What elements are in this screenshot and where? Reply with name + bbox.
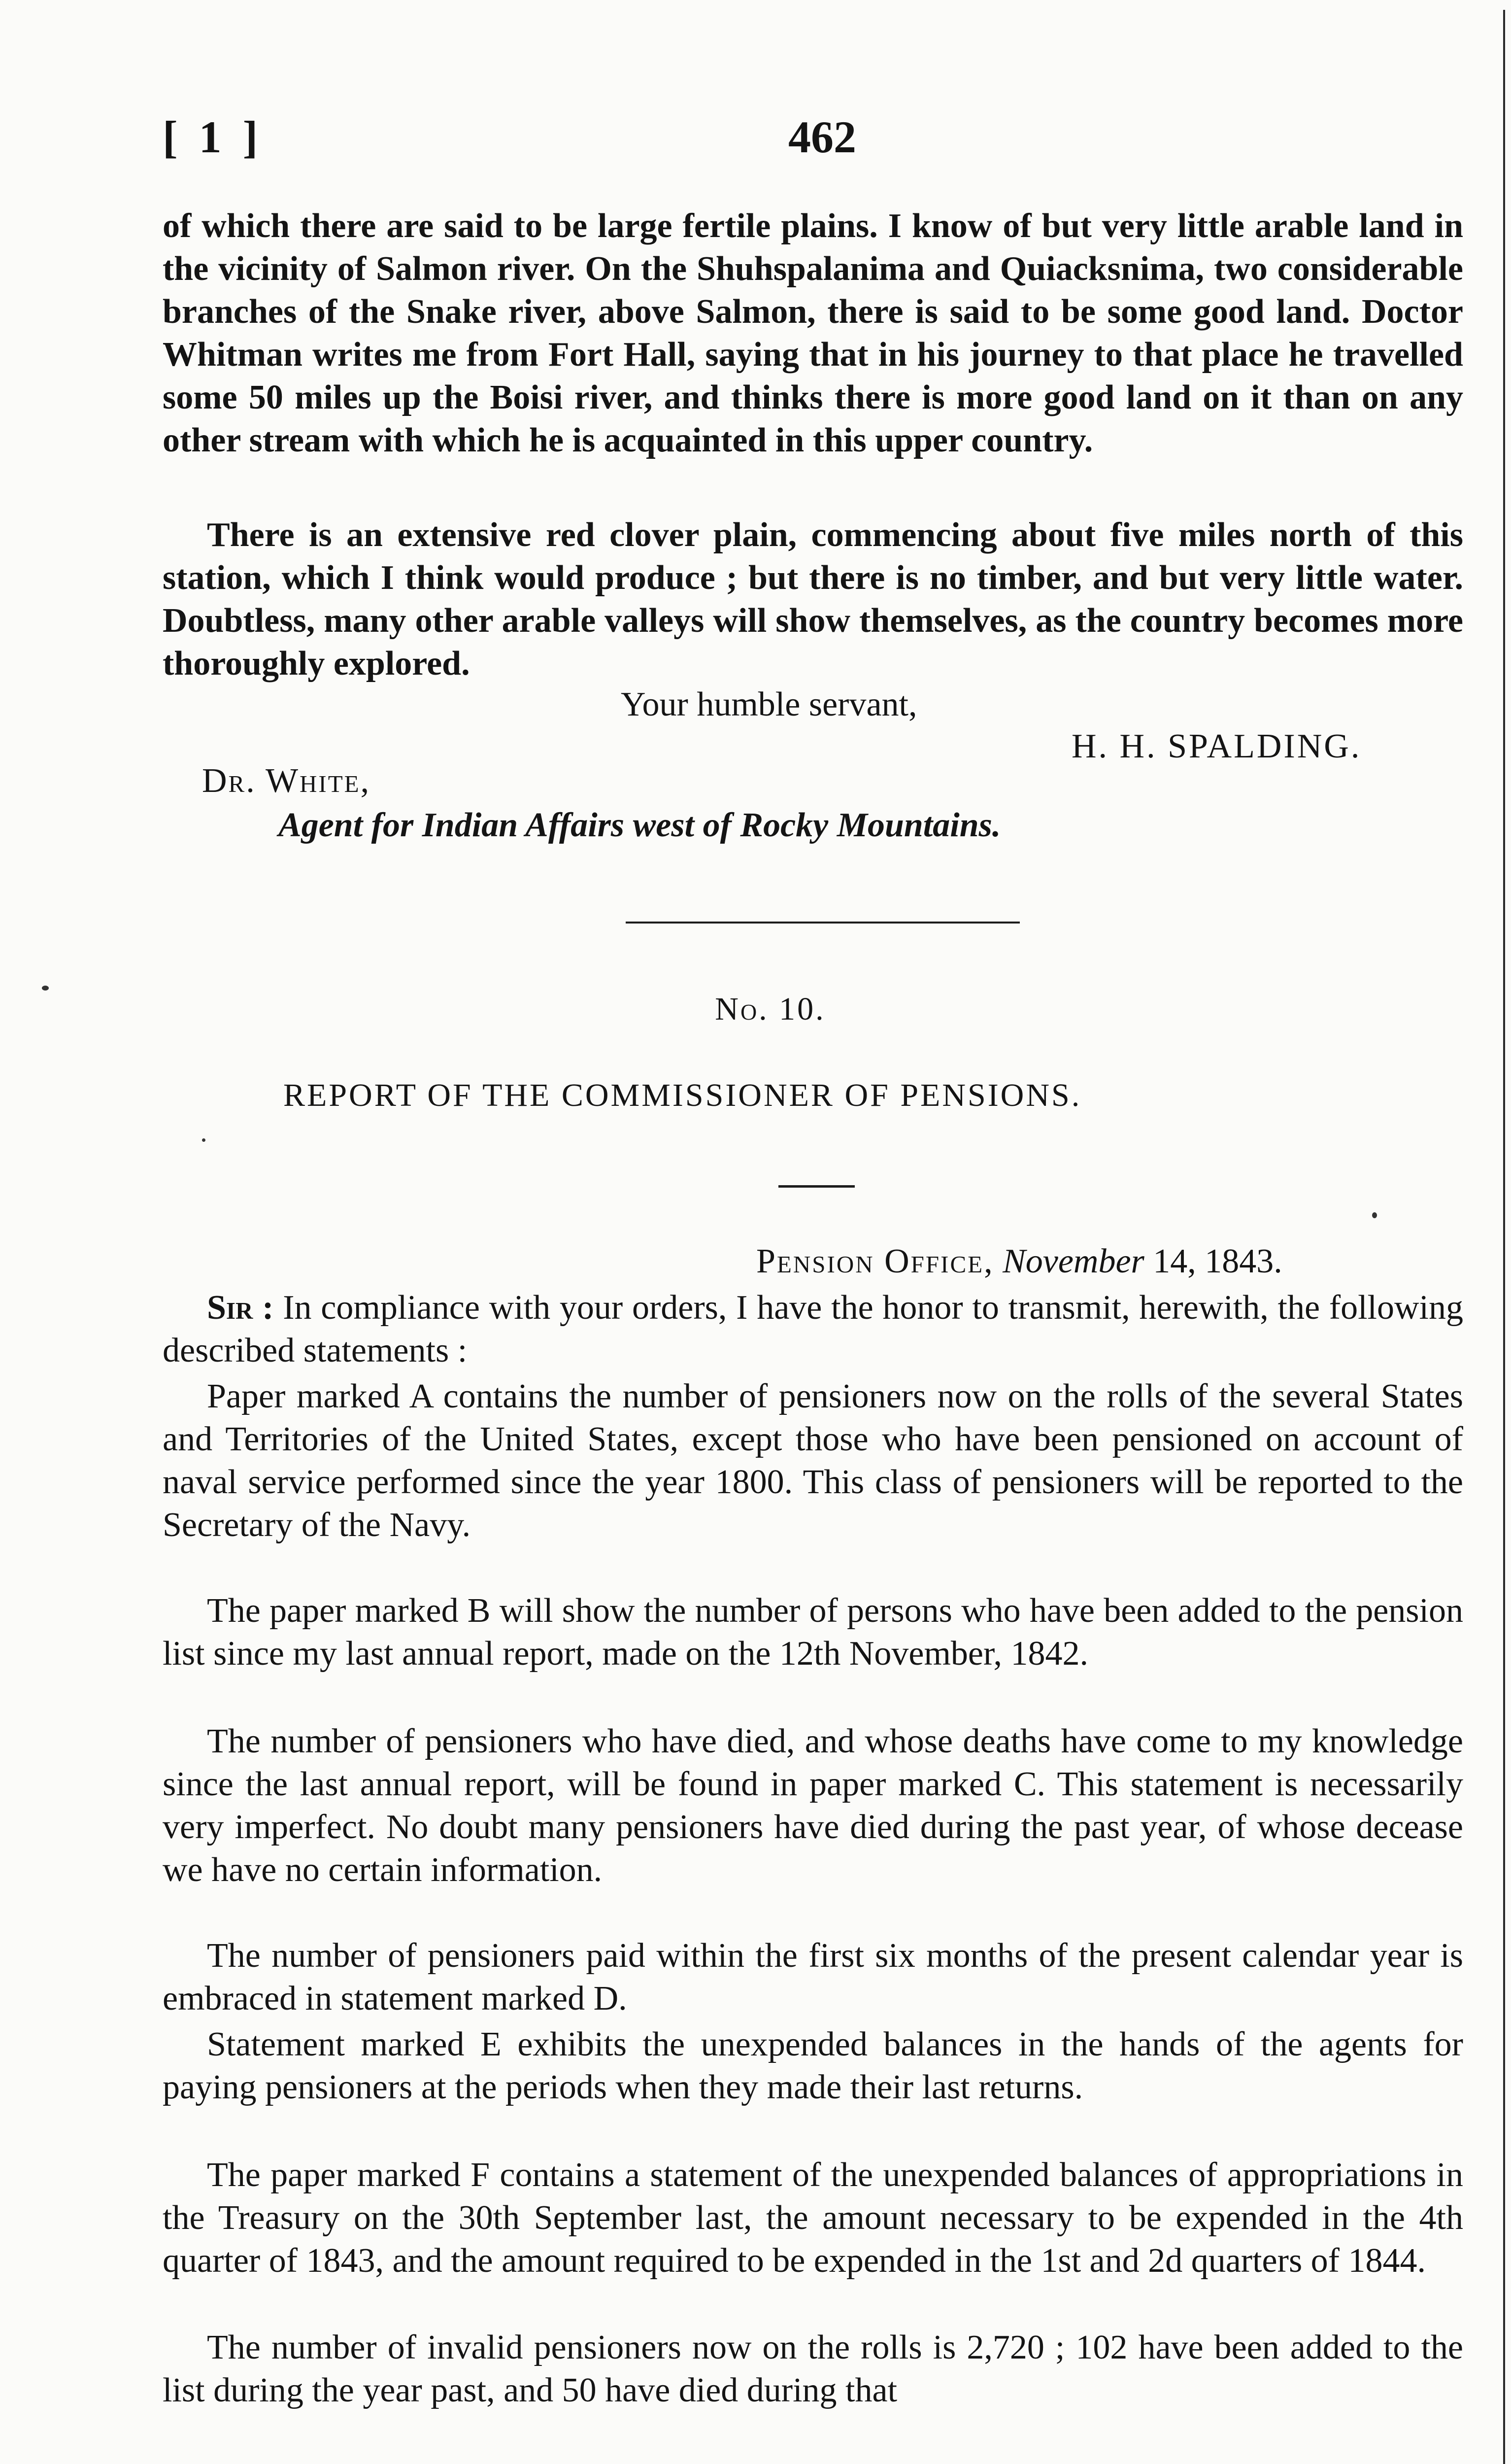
- letter-addressee-role: Agent for Indian Affairs west of Rocky Mountains.: [278, 806, 1001, 844]
- report-salutation: Sir :: [207, 1289, 274, 1327]
- page-edge-right: [1503, 10, 1505, 2464]
- letter-paragraph: There is an extensive red clover plain, commencing about five miles north of this station, which I think would produce ; but there is no timber, and but very little water. Doubtless, many other arable valleys will show themselves, as the country becomes more thoroughly explored.: [163, 516, 1463, 683]
- dateline-date: 14, 1843.: [1153, 1242, 1282, 1280]
- report-paragraph: Paper marked A contains the number of pensioners now on the rolls of the several States and Territories of the United States, except those who have been pensioned on account of naval service performed since the year 1800. This class of pensioners will be reported to the Secretary of the Navy.: [163, 1377, 1463, 1544]
- report-paragraph: The number of pensioners who have died, and whose deaths have come to my knowledge since the last annual report, will be found in paper marked C. This statement is necessarily very imperfect. No doubt many pensioners have died during the past year, of whose decease we have no certain information.: [163, 1722, 1463, 1889]
- letter-closing: Your humble servant,: [621, 685, 917, 723]
- page-number: 462: [788, 112, 856, 162]
- report-paragraph: The number of invalid pensioners now on the rolls is 2,720 ; 102 have been added to the list during the year past, and 50 have died during that: [163, 2328, 1463, 2409]
- report-dateline: [756, 1242, 1282, 1281]
- dateline-month: November: [1003, 1242, 1144, 1280]
- report-number: No. 10.: [715, 991, 826, 1027]
- letter-addressee: Dr. White,: [202, 762, 371, 800]
- title-divider: [778, 1185, 855, 1188]
- section-divider: [626, 922, 1020, 924]
- letter-signature: H. H. SPALDING.: [1072, 727, 1362, 765]
- report-paragraph: The paper marked B will show the number of persons who have been added to the pension list since my last annual report, made on the 12th November, 1842.: [163, 1592, 1463, 1673]
- report-title: REPORT OF THE COMMISSIONER OF PENSIONS.: [283, 1077, 1082, 1113]
- report-paragraph: The number of pensioners paid within the first six months of the present calendar year is embraced in statement marked D.: [163, 1937, 1463, 2018]
- ink-speck: [1372, 1212, 1377, 1218]
- document-part-marker: [ 1 ]: [163, 112, 263, 162]
- dateline-office: Pension Office,: [756, 1242, 994, 1280]
- report-paragraph-opening: [163, 1286, 1463, 1372]
- report-paragraph-text: In compliance with your orders, I have the honor to transmit, herewith, the following described statements :: [163, 1289, 1464, 1369]
- report-paragraph: The paper marked F contains a statement of the unexpended balances of appropriations in the Treasury on the 30th September last, the amount necessary to be expended in the 4th quarter of 1843, and the amount required to be expended in the 1st and 2d quarters of 1844.: [163, 2156, 1463, 2280]
- ink-speck: [202, 1138, 205, 1142]
- letter-paragraph-continued: of which there are said to be large fertile plains. I know of but very little arable land in the vicinity of Salmon river. On the Shuhspalanima and Quiacksnima, two considerable branches of the Snake river, above Salmon, there is said to be some good land. Doctor Whitman writes me from Fort Hall, saying that in his journey to that place he travelled some 50 miles up the Boisi river, and thinks there is more good land on it than on any other stream with which he is acquainted in this upper country.: [163, 207, 1463, 459]
- page-header: [163, 111, 1463, 175]
- ink-speck: [42, 986, 49, 991]
- report-paragraph: Statement marked E exhibits the unexpended balances in the hands of the agents for paying pensioners at the periods when they made their last returns.: [163, 2025, 1463, 2106]
